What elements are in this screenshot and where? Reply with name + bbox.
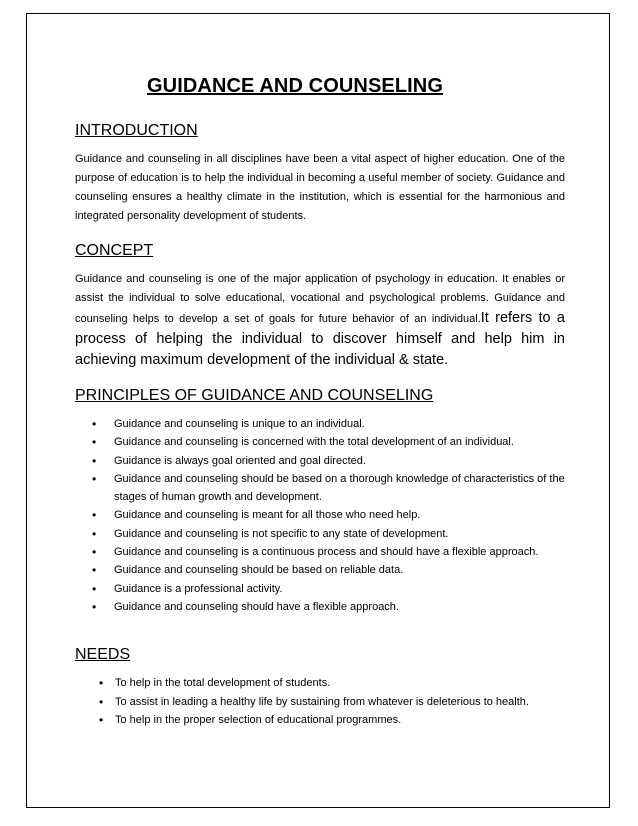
list-item: • Guidance and counseling should be based on a thorough knowledge of characteristics of the stages of human growth and development. [75,470,565,507]
needs-list [75,674,565,729]
principles-heading: PRINCIPLES OF GUIDANCE AND COUNSELING [75,387,434,404]
list-item: • To help in the proper selection of educational programmes. [75,711,565,729]
document-content [75,74,565,729]
concept-heading: CONCEPT [75,242,154,259]
concept-text-small: Guidance and counseling is one of the major application of psychology in education. It enables or assist the individual to solve educational, vocational and psychological problems. Guidance and counseling helps to develop a set of goals for future behavior of an individual. [75,273,565,325]
list-item: • Guidance and counseling is unique to an individual. [75,415,565,433]
list-item: • To help in the total development of students. [75,674,565,692]
list-item: • To assist in leading a healthy life by sustaining from whatever is deleterious to health. [75,693,565,711]
document-title: GUIDANCE AND COUNSELING [147,75,444,97]
list-item: • Guidance is a professional activity. [75,580,565,598]
list-item: • Guidance and counseling is meant for all those who need help. [75,506,565,524]
concept-paragraph [75,270,565,371]
concept-text-large: It refers to a process of helping the individual to discover himself and help him in achieving maximum development of the individual & state. [75,310,565,368]
list-item: • Guidance is always goal oriented and goal directed. [75,452,565,470]
introduction-paragraph: Guidance and counseling in all disciplines have been a vital aspect of higher education. One of the purpose of education is to help the individual in becoming a useful member of society. Guidance and counseling ensures a healthy climate in the institution, which is essential for the harmonious and integrated personality development of students. [75,153,565,222]
list-item: • Guidance and counseling should be based on reliable data. [75,561,565,579]
introduction-heading: INTRODUCTION [75,122,198,139]
needs-heading: NEEDS [75,646,131,664]
list-item: • Guidance and counseling is a continuous process and should have a flexible approach. [75,543,565,561]
principles-list [75,415,565,616]
list-item: • Guidance and counseling is not specific to any state of development. [75,525,565,543]
list-item: • Guidance and counseling should have a flexible approach. [75,598,565,616]
list-item: • Guidance and counseling is concerned with the total development of an individual. [75,433,565,451]
